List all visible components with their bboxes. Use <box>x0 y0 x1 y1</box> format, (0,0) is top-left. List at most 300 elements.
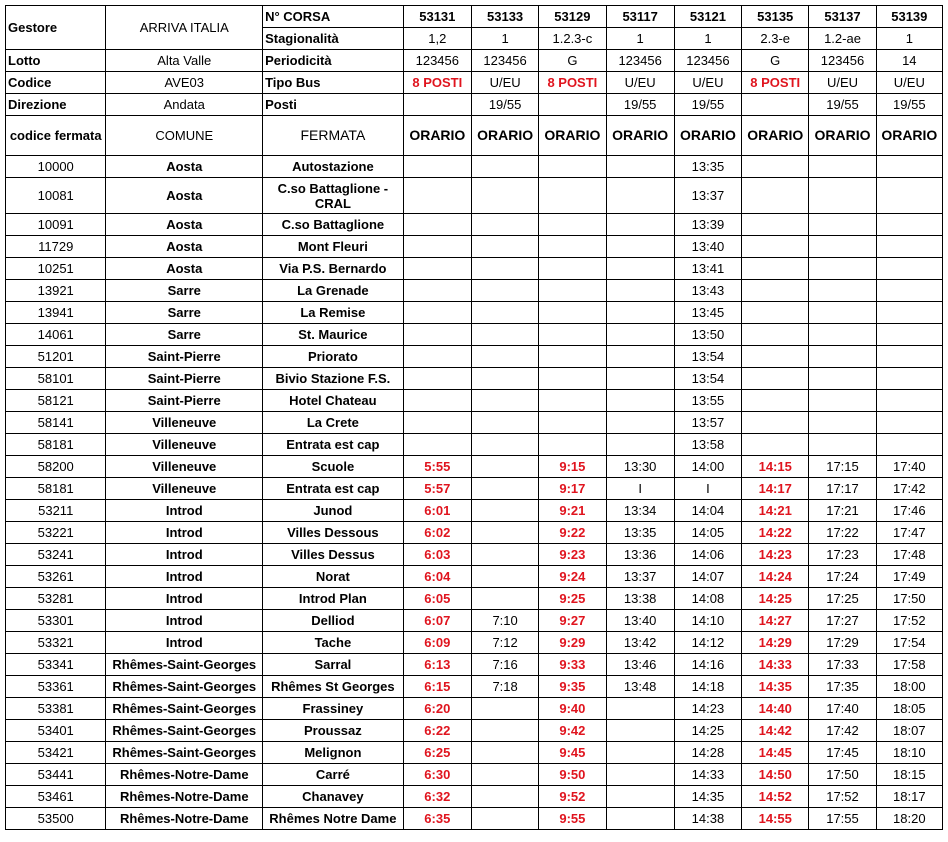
time-cell: 18:10 <box>876 742 942 764</box>
stagionalita-cell: 2.3-e <box>742 28 809 50</box>
time-cell: 6:01 <box>403 500 471 522</box>
time-cell: 17:42 <box>809 720 876 742</box>
stop-fermata: Villes Dessous <box>263 522 404 544</box>
row-tipo-bus <box>6 72 943 94</box>
time-cell: 18:07 <box>876 720 942 742</box>
stagionalita-cell: 1.2.3-c <box>539 28 606 50</box>
time-cell: 14:04 <box>674 500 741 522</box>
time-cell <box>539 214 606 236</box>
time-cell: 9:52 <box>539 786 606 808</box>
stop-fermata: La Remise <box>263 302 404 324</box>
time-cell <box>471 720 538 742</box>
time-cell <box>809 236 876 258</box>
corsa-53139: 53139 <box>876 6 942 28</box>
time-cell <box>471 178 538 214</box>
time-cell <box>471 156 538 178</box>
stop-comune: Sarre <box>106 302 263 324</box>
time-cell <box>539 178 606 214</box>
stop-comune: Rhêmes-Saint-Georges <box>106 720 263 742</box>
time-cell: 14:35 <box>674 786 741 808</box>
stop-fermata: Entrata est cap <box>263 434 404 456</box>
time-cell: 14:15 <box>742 456 809 478</box>
stop-code: 14061 <box>6 324 106 346</box>
time-cell <box>539 258 606 280</box>
lotto-label: Lotto <box>6 50 106 72</box>
time-cell: 14:06 <box>674 544 741 566</box>
stop-code: 53361 <box>6 676 106 698</box>
time-cell <box>471 302 538 324</box>
time-cell <box>742 346 809 368</box>
time-cell: 6:20 <box>403 698 471 720</box>
time-cell: 9:40 <box>539 698 606 720</box>
posti-cell <box>539 94 606 116</box>
time-cell: 17:47 <box>876 522 942 544</box>
time-cell <box>471 280 538 302</box>
time-cell: 17:23 <box>809 544 876 566</box>
time-cell <box>606 280 674 302</box>
time-cell: 17:25 <box>809 588 876 610</box>
time-cell: 6:09 <box>403 632 471 654</box>
stop-code: 51201 <box>6 346 106 368</box>
time-cell <box>876 178 942 214</box>
time-cell <box>606 786 674 808</box>
time-cell: 6:03 <box>403 544 471 566</box>
direzione-label: Direzione <box>6 94 106 116</box>
stop-fermata: Priorato <box>263 346 404 368</box>
time-cell: 17:52 <box>809 786 876 808</box>
time-cell <box>809 412 876 434</box>
stop-code: 11729 <box>6 236 106 258</box>
stop-comune: Introd <box>106 632 263 654</box>
stop-row <box>6 178 943 214</box>
stagionalita-cell: 1 <box>606 28 674 50</box>
orario-header: ORARIO <box>674 116 741 156</box>
time-cell <box>809 280 876 302</box>
stop-code: 10081 <box>6 178 106 214</box>
time-cell <box>876 302 942 324</box>
time-cell: 14:23 <box>742 544 809 566</box>
time-cell: 14:52 <box>742 786 809 808</box>
stop-comune: Introd <box>106 544 263 566</box>
time-cell <box>403 214 471 236</box>
corsa-53135: 53135 <box>742 6 809 28</box>
stagionalita-cell: 1 <box>876 28 942 50</box>
stop-row <box>6 786 943 808</box>
stop-comune: Villeneuve <box>106 434 263 456</box>
time-cell: 17:33 <box>809 654 876 676</box>
time-cell <box>403 236 471 258</box>
time-cell: 13:37 <box>606 566 674 588</box>
time-cell: 17:29 <box>809 632 876 654</box>
time-cell <box>606 808 674 830</box>
time-cell <box>471 808 538 830</box>
stop-fermata: Frassiney <box>263 698 404 720</box>
time-cell <box>471 742 538 764</box>
time-cell: 14:40 <box>742 698 809 720</box>
stop-code: 53301 <box>6 610 106 632</box>
time-cell <box>876 214 942 236</box>
posti-label: Posti <box>263 94 404 116</box>
time-cell <box>809 324 876 346</box>
time-cell: 17:50 <box>876 588 942 610</box>
stop-row <box>6 522 943 544</box>
stop-row <box>6 280 943 302</box>
time-cell: 13:36 <box>606 544 674 566</box>
stop-row <box>6 434 943 456</box>
stop-comune: Introd <box>106 500 263 522</box>
time-cell: 6:05 <box>403 588 471 610</box>
time-cell: 6:25 <box>403 742 471 764</box>
time-cell <box>742 390 809 412</box>
time-cell <box>471 698 538 720</box>
stop-comune: Aosta <box>106 258 263 280</box>
stop-comune: Rhêmes-Saint-Georges <box>106 654 263 676</box>
time-cell <box>539 324 606 346</box>
stop-code: 58101 <box>6 368 106 390</box>
tipo-bus-cell: U/EU <box>876 72 942 94</box>
time-cell: 17:15 <box>809 456 876 478</box>
time-cell: 14:29 <box>742 632 809 654</box>
time-cell: 13:35 <box>606 522 674 544</box>
time-cell: 13:54 <box>674 346 741 368</box>
time-cell <box>471 566 538 588</box>
time-cell <box>606 236 674 258</box>
time-cell <box>539 434 606 456</box>
time-cell: 18:17 <box>876 786 942 808</box>
posti-cell: 19/55 <box>809 94 876 116</box>
time-cell: 9:21 <box>539 500 606 522</box>
gestore-value: ARRIVA ITALIA <box>106 6 263 50</box>
stop-fermata: C.so Battaglione - CRAL <box>263 178 404 214</box>
stop-code: 58121 <box>6 390 106 412</box>
stop-code: 10091 <box>6 214 106 236</box>
time-cell <box>876 412 942 434</box>
corsa-53133: 53133 <box>471 6 538 28</box>
stop-fermata: Bivio Stazione F.S. <box>263 368 404 390</box>
stop-row <box>6 632 943 654</box>
stop-comune: Saint-Pierre <box>106 368 263 390</box>
stop-code: 10000 <box>6 156 106 178</box>
stop-comune: Introd <box>106 588 263 610</box>
stop-code: 53381 <box>6 698 106 720</box>
tipo-bus-cell: U/EU <box>674 72 741 94</box>
time-cell: 17:48 <box>876 544 942 566</box>
stop-row <box>6 808 943 830</box>
stop-row <box>6 698 943 720</box>
time-cell: 13:41 <box>674 258 741 280</box>
tipo-bus-cell: U/EU <box>606 72 674 94</box>
periodicita-cell: 123456 <box>606 50 674 72</box>
orario-header: ORARIO <box>539 116 606 156</box>
time-cell: I <box>674 478 741 500</box>
time-cell <box>876 156 942 178</box>
time-cell: 14:45 <box>742 742 809 764</box>
time-cell: 14:18 <box>674 676 741 698</box>
stop-row <box>6 764 943 786</box>
fermata-header: FERMATA <box>263 116 404 156</box>
time-cell: 9:33 <box>539 654 606 676</box>
time-cell <box>471 258 538 280</box>
time-cell: 17:55 <box>809 808 876 830</box>
stop-row <box>6 258 943 280</box>
time-cell <box>606 698 674 720</box>
tipo-bus-cell: U/EU <box>809 72 876 94</box>
stop-code: 53401 <box>6 720 106 742</box>
stop-fermata: Delliod <box>263 610 404 632</box>
time-cell: 7:10 <box>471 610 538 632</box>
time-cell: 14:28 <box>674 742 741 764</box>
time-cell <box>606 302 674 324</box>
time-cell <box>809 302 876 324</box>
time-cell: 17:50 <box>809 764 876 786</box>
time-cell: 6:15 <box>403 676 471 698</box>
time-cell <box>606 764 674 786</box>
stop-comune: Villeneuve <box>106 456 263 478</box>
time-cell <box>876 280 942 302</box>
time-cell <box>539 390 606 412</box>
time-cell <box>539 368 606 390</box>
stop-comune: Introd <box>106 566 263 588</box>
stop-comune: Sarre <box>106 324 263 346</box>
orario-header: ORARIO <box>471 116 538 156</box>
time-cell: 13:39 <box>674 214 741 236</box>
time-cell <box>606 368 674 390</box>
time-cell <box>876 346 942 368</box>
stop-fermata: Hotel Chateau <box>263 390 404 412</box>
stop-row <box>6 156 943 178</box>
time-cell: 17:52 <box>876 610 942 632</box>
time-cell: 5:55 <box>403 456 471 478</box>
time-cell <box>809 156 876 178</box>
time-cell <box>742 280 809 302</box>
posti-cell: 19/55 <box>471 94 538 116</box>
time-cell <box>471 390 538 412</box>
stop-comune: Rhêmes-Notre-Dame <box>106 808 263 830</box>
stop-comune: Rhêmes-Saint-Georges <box>106 676 263 698</box>
direzione-value: Andata <box>106 94 263 116</box>
posti-cell: 19/55 <box>876 94 942 116</box>
stop-fermata: Carré <box>263 764 404 786</box>
stop-comune: Villeneuve <box>106 412 263 434</box>
time-cell <box>471 412 538 434</box>
stop-comune: Introd <box>106 522 263 544</box>
stop-fermata: Scuole <box>263 456 404 478</box>
stop-fermata: Rhêmes Notre Dame <box>263 808 404 830</box>
stop-code: 53211 <box>6 500 106 522</box>
time-cell <box>471 544 538 566</box>
stop-code: 58181 <box>6 478 106 500</box>
stop-code: 53341 <box>6 654 106 676</box>
time-cell: 17:54 <box>876 632 942 654</box>
time-cell <box>471 764 538 786</box>
time-cell <box>606 346 674 368</box>
stop-row <box>6 368 943 390</box>
time-cell: 9:55 <box>539 808 606 830</box>
time-cell <box>471 478 538 500</box>
time-cell: 9:15 <box>539 456 606 478</box>
time-cell: 14:24 <box>742 566 809 588</box>
stop-fermata: Tache <box>263 632 404 654</box>
orario-header: ORARIO <box>403 116 471 156</box>
time-cell: 14:21 <box>742 500 809 522</box>
time-cell <box>742 236 809 258</box>
stop-code: 53441 <box>6 764 106 786</box>
time-cell: 17:42 <box>876 478 942 500</box>
stop-row <box>6 676 943 698</box>
stop-row <box>6 302 943 324</box>
stop-row <box>6 500 943 522</box>
stop-fermata: Rhêmes St Georges <box>263 676 404 698</box>
time-cell <box>742 434 809 456</box>
time-cell <box>809 390 876 412</box>
time-cell <box>403 156 471 178</box>
time-cell <box>606 214 674 236</box>
time-cell <box>539 280 606 302</box>
stop-row <box>6 236 943 258</box>
time-cell: 14:50 <box>742 764 809 786</box>
stop-fermata: Via P.S. Bernardo <box>263 258 404 280</box>
time-cell <box>876 434 942 456</box>
periodicita-cell: 123456 <box>471 50 538 72</box>
time-cell: 17:27 <box>809 610 876 632</box>
time-cell: 13:45 <box>674 302 741 324</box>
time-cell <box>403 346 471 368</box>
stop-row <box>6 214 943 236</box>
corsa-label: N° CORSA <box>263 6 404 28</box>
time-cell: 6:35 <box>403 808 471 830</box>
time-cell: 17:22 <box>809 522 876 544</box>
time-cell: 6:32 <box>403 786 471 808</box>
time-cell: 14:35 <box>742 676 809 698</box>
stop-fermata: Norat <box>263 566 404 588</box>
posti-cell <box>403 94 471 116</box>
periodicita-cell: 14 <box>876 50 942 72</box>
tipo-bus-cell: 8 POSTI <box>742 72 809 94</box>
time-cell: 6:22 <box>403 720 471 742</box>
stop-comune: Rhêmes-Notre-Dame <box>106 786 263 808</box>
time-cell <box>606 742 674 764</box>
time-cell: 6:13 <box>403 654 471 676</box>
time-cell <box>606 390 674 412</box>
time-cell: 17:46 <box>876 500 942 522</box>
stop-row <box>6 390 943 412</box>
time-cell: 7:18 <box>471 676 538 698</box>
row-corsa <box>6 6 943 28</box>
time-cell <box>606 412 674 434</box>
time-cell <box>809 434 876 456</box>
time-cell: 9:29 <box>539 632 606 654</box>
stop-fermata: Junod <box>263 500 404 522</box>
stop-code: 53241 <box>6 544 106 566</box>
stop-row <box>6 566 943 588</box>
tipo-bus-cell: 8 POSTI <box>539 72 606 94</box>
stop-fermata: Introd Plan <box>263 588 404 610</box>
time-cell: 6:02 <box>403 522 471 544</box>
stop-comune: Rhêmes-Saint-Georges <box>106 742 263 764</box>
stagionalita-cell: 1,2 <box>403 28 471 50</box>
time-cell: 18:00 <box>876 676 942 698</box>
time-cell: 17:40 <box>876 456 942 478</box>
time-cell: 14:08 <box>674 588 741 610</box>
time-cell <box>876 390 942 412</box>
time-cell <box>606 324 674 346</box>
stop-fermata: Villes Dessus <box>263 544 404 566</box>
time-cell: 9:50 <box>539 764 606 786</box>
time-cell <box>876 258 942 280</box>
time-cell: 17:40 <box>809 698 876 720</box>
time-cell: 14:05 <box>674 522 741 544</box>
stagionalita-label: Stagionalità <box>263 28 404 50</box>
timetable <box>5 5 943 830</box>
stop-fermata: Mont Fleuri <box>263 236 404 258</box>
time-cell <box>539 302 606 324</box>
corsa-53117: 53117 <box>606 6 674 28</box>
time-cell: 14:07 <box>674 566 741 588</box>
stop-row <box>6 412 943 434</box>
stagionalita-cell: 1.2-ae <box>809 28 876 50</box>
stop-row <box>6 610 943 632</box>
time-cell: 14:22 <box>742 522 809 544</box>
time-cell: 9:45 <box>539 742 606 764</box>
stop-row <box>6 742 943 764</box>
row-column-headers <box>6 116 943 156</box>
time-cell <box>471 368 538 390</box>
stop-row <box>6 456 943 478</box>
time-cell: 14:10 <box>674 610 741 632</box>
stop-code: 53321 <box>6 632 106 654</box>
time-cell: 13:58 <box>674 434 741 456</box>
time-cell <box>403 324 471 346</box>
corsa-53121: 53121 <box>674 6 741 28</box>
timetable-container <box>5 5 943 830</box>
time-cell <box>742 368 809 390</box>
stop-code: 13921 <box>6 280 106 302</box>
corsa-53129: 53129 <box>539 6 606 28</box>
stop-code: 53281 <box>6 588 106 610</box>
stop-code: 53221 <box>6 522 106 544</box>
time-cell <box>809 368 876 390</box>
stop-row <box>6 346 943 368</box>
row-posti <box>6 94 943 116</box>
stop-fermata: La Grenade <box>263 280 404 302</box>
time-cell: 13:46 <box>606 654 674 676</box>
stop-comune: Introd <box>106 610 263 632</box>
orario-header: ORARIO <box>606 116 674 156</box>
stop-fermata: Entrata est cap <box>263 478 404 500</box>
stop-code: 53461 <box>6 786 106 808</box>
time-cell <box>539 156 606 178</box>
time-cell: 13:50 <box>674 324 741 346</box>
time-cell <box>876 324 942 346</box>
stop-fermata: C.so Battaglione <box>263 214 404 236</box>
time-cell: 9:17 <box>539 478 606 500</box>
time-cell <box>471 324 538 346</box>
stop-comune: Rhêmes-Saint-Georges <box>106 698 263 720</box>
time-cell <box>742 178 809 214</box>
time-cell: 18:20 <box>876 808 942 830</box>
time-cell <box>471 434 538 456</box>
time-cell <box>403 258 471 280</box>
orario-header: ORARIO <box>742 116 809 156</box>
stop-comune: Aosta <box>106 214 263 236</box>
time-cell <box>742 214 809 236</box>
periodicita-cell: 123456 <box>403 50 471 72</box>
stop-code: 10251 <box>6 258 106 280</box>
stop-row <box>6 654 943 676</box>
time-cell: 14:33 <box>742 654 809 676</box>
time-cell: 14:25 <box>742 588 809 610</box>
time-cell: 17:21 <box>809 500 876 522</box>
